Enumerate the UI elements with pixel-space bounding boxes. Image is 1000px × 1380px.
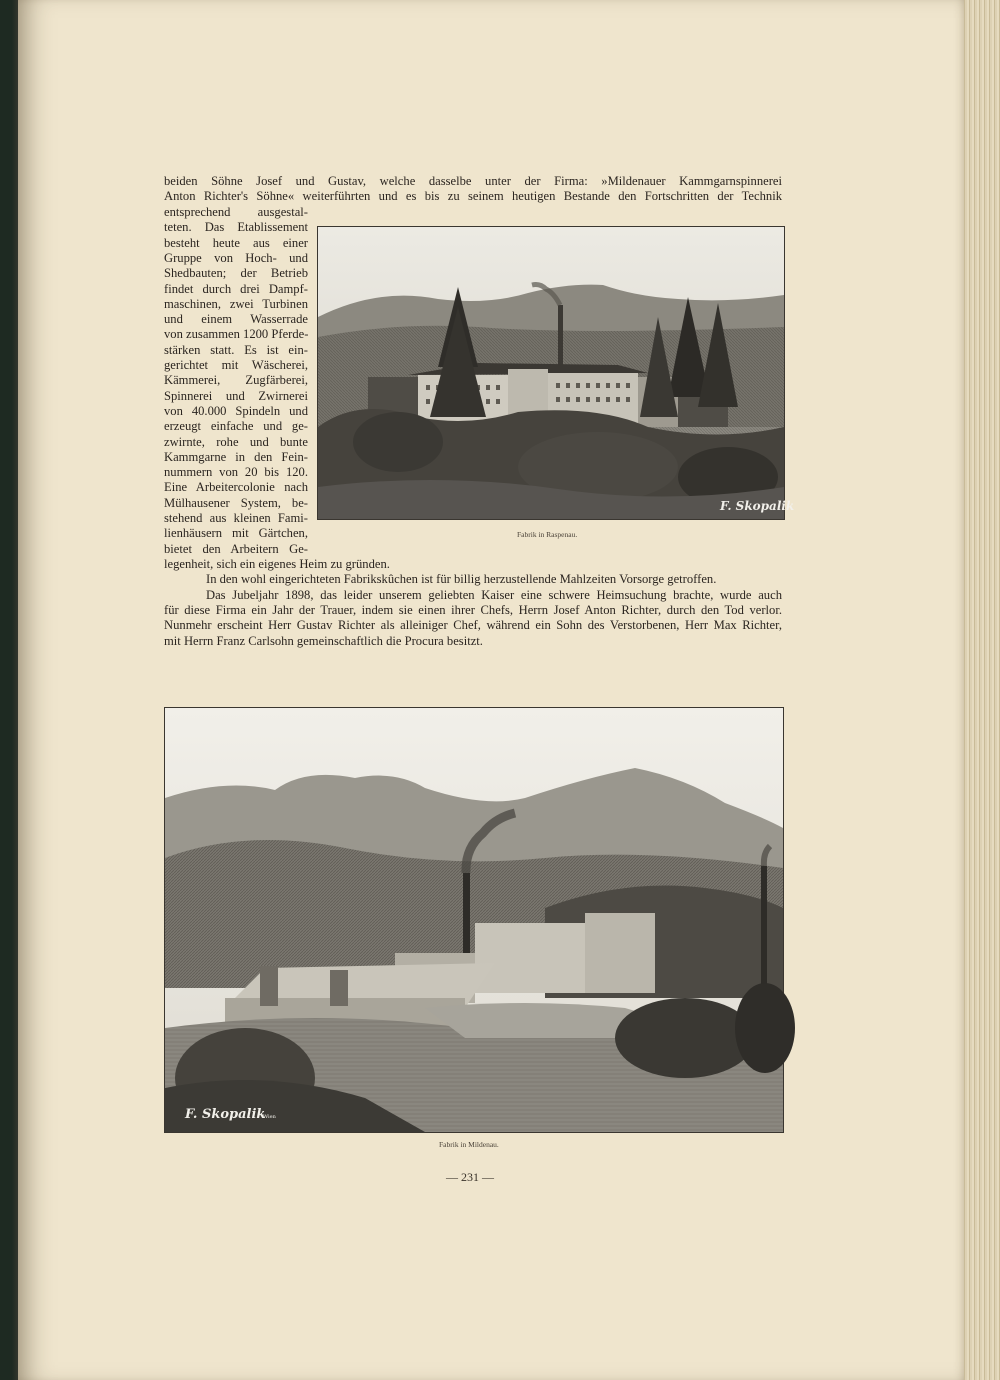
text-line: für diese Firma ein Jahr der Trauer, indem sie einen ihrer Chefs, Herrn Josef Anton Richter, durch den Tod verlor. [164,602,782,617]
raspenau-engraving [318,227,795,519]
text-line: Spinnerei und Zwirnerei [164,388,308,403]
engraver-location: Wien [263,1114,276,1120]
mildenau-engraving [165,708,783,1132]
text-line: bietet den Arbeitern Ge- [164,541,308,556]
page-number: — 231 — [446,1170,494,1184]
text-line: lienhäusern mit Gärtchen, [164,526,308,541]
text-line: Das Jubeljahr 1898, das leider unserem geliebten Kaiser eine schwere Heimsuchung brachte, wurde auch [206,587,782,602]
caption-mildenau: Fabrik in Mildenau. [439,1140,499,1149]
text-line: Shedbauten; der Betrieb [164,266,308,281]
text-line: Gruppe von Hoch- und [164,250,308,265]
text-line: legenheit, sich ein eigenes Heim zu gründen. [164,557,390,571]
text-line: Kammgarne in den Fein- [164,449,308,464]
text-line: entsprechend ausgestal- [164,205,308,219]
text-line: Nunmehr erscheint Herr Gustav Richter als alleiniger Chef, während ein Sohn des Verstorbenen, Herr Max Richter, [164,618,782,633]
text-line: stärken statt. Es ist ein- [164,342,308,357]
text-line: teten. Das Etablissement [164,220,308,235]
text-line: gerichtet mit Wäscherei, [164,358,308,372]
engraver-signature: F. Skopalik [720,499,795,513]
text-line: von 40.000 Spindeln und [164,403,308,418]
text-line: Eine Arbeitercolonie nach [164,480,308,495]
text-line: maschinen, zwei Turbinen [164,296,308,311]
caption-raspenau: Fabrik in Raspenau. [517,530,578,539]
text-line: In den wohl eingerichteten Fabrikskûchen ist für billig herzustellende Mahlzeiten Vorsorge getroffen. [206,572,717,587]
illustration-raspenau [317,226,795,520]
text-line: besteht heute aus einer [164,235,308,250]
illustration-mildenau [164,707,784,1133]
text-line: erzeugt einfache und ge- [164,419,308,434]
text-line: stehend aus kleinen Fami- [164,511,308,525]
text-line: und einem Wasserrade [164,312,308,327]
text-line: Mülhausener System, be- [164,495,308,510]
page-stack-edge [962,0,1000,1380]
text-line: findet durch drei Dampf- [164,281,308,296]
book-binding-edge [0,0,20,1380]
text-line: zwirnte, rohe und bunte [164,434,308,449]
engraver-signature: F. Skopalik [185,1107,266,1122]
text-line: beiden Söhne Josef und Gustav, welche dasselbe unter der Firma: »Mildenauer Kammgarnspinnerei [164,174,782,188]
narrow-column-text [164,205,308,565]
text-line: von zusammen 1200 Pferde- [164,327,309,342]
text-line: Anton Richter's Söhne« weiterführten und es bis zu seinem heutigen Bestande den Fortschritten der Technik [164,189,782,204]
text-line: Kämmerei, Zugfärberei, [164,373,308,388]
text-line: mit Herrn Franz Carlsohn gemeinschaftlich die Procura besitzt. [164,633,483,648]
text-line: nummern von 20 bis 120. [164,465,308,480]
